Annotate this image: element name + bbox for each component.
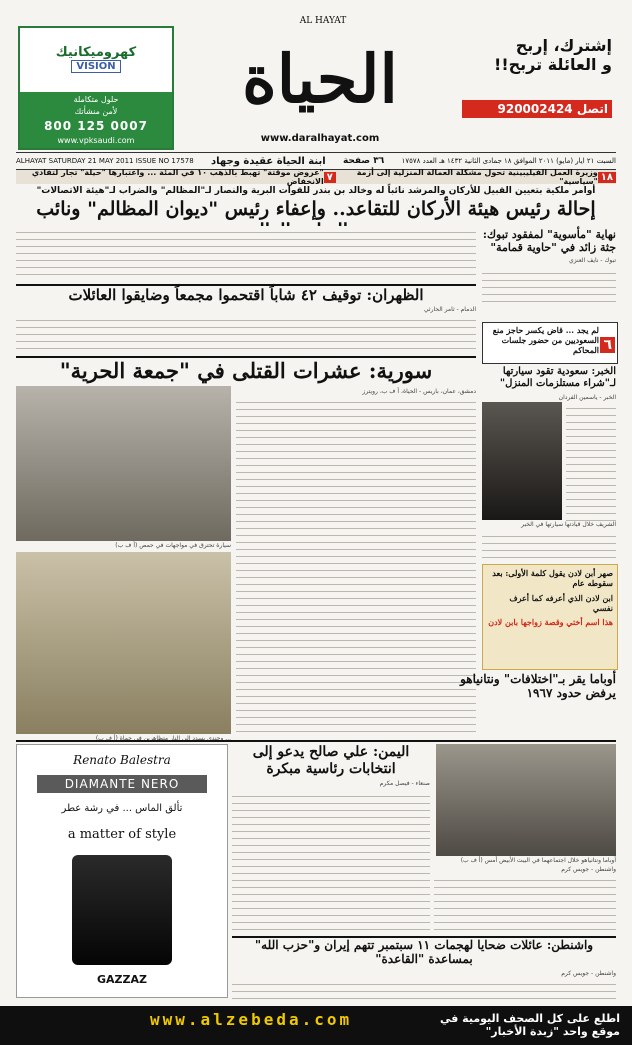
footer-tagline: اطلع على كل الصحف اليومية في موقع واحد "زبدة الأخبار" [440,1012,620,1038]
khobar-headline[interactable]: الخبر: سعودية تقود سيارتها لـ"شراء مستلزمات المنزل" [499,366,616,389]
perfume-bottle [72,855,172,965]
tabuk-byline: تبوك - نايف العنزي [569,257,616,264]
syria-byline: دمشق، عمان، باريس - الحياة، أ ف ب، رويترز [362,388,476,395]
masthead-logo: الحياة [242,40,398,118]
khobar-body-2 [482,530,616,560]
obama-photo[interactable] [436,744,616,856]
subscribe-phone: 920002424 [497,102,573,116]
quote-page-number: ٦ [600,337,615,353]
divider [16,740,616,742]
syria-headline[interactable]: سورية: عشرات القتلى في "جمعة الحرية" [59,358,433,383]
dateline-arabic: السبت ٢١ ايار (مايو) ٢٠١١ الموافق ١٨ جمادى الثانية ١٤٣٢ هـ العدد ١٧٥٧٨ [401,157,616,165]
inset-line-2: ابن لادن الذي أعرفه كما أعرف نفسي [509,593,613,613]
website-url[interactable]: www.daralhayat.com [260,133,380,144]
ad-phone: 800 125 0007 [44,119,148,133]
ad-title: كهروميكانيك [55,45,137,60]
quote-headline: لم يجد ... قاض يكسر حاجز منع السعوديين من حضور جلسات المحاكم [492,325,599,355]
yemen-byline: صنعاء - فيصل مكرم [379,780,430,787]
ad-footer: GAZZAZ [97,973,147,986]
perfume-advertisement[interactable] [16,744,228,998]
khobar-body [566,402,616,522]
ad-tagline: حلول متكاملة [73,95,119,104]
teaser-number-1: ١٨ [598,172,616,183]
top-subheadline[interactable]: أوامر ملكية بتعيين القبيل للأركان والمرشد نائباً له وخالد بن بندر للقوات البرية والنصار لـ"المظالم" والضراب لـ"هيئة الاتصالات" [36,186,596,196]
syria-caption-2: ... وجندي يسدد إلى النار متظاهرين في حماة (أ ف ب) [95,735,231,742]
teaser-left[interactable]: وزيرة العمل الفيليبينية تحول مشكلة العمالة المنزلية إلى أزمة "سياسية" [356,168,598,186]
washington-body [232,978,616,1002]
ad-tagline: a matter of style [67,827,177,842]
yemen-headline[interactable]: اليمن: علي صالح يدعو إلى انتخابات رئاسية مبكرة [252,744,410,777]
ad-brand: Renato Balestra [73,753,171,767]
ad-sub: لأمن منشأتك [74,107,118,116]
obama-byline: واشنطن - جويس كرم [561,866,616,873]
tabuk-headline: نهاية "مأسوية" لمفقود تبوك: جثة زائد في "حاوية قمامة" [482,228,616,254]
advertisement-subscribe[interactable] [462,36,612,140]
teaser-right[interactable]: "عروض موقتة" تهبط بالذهب ١٠ في المئة ... واعتبارها "حيلة" تجار لتفادي الانخفاض [31,168,324,186]
teaser-number-2: ٧ [324,172,336,183]
ad-url: www.vpksaudi.com [57,136,135,145]
call-label: اتصل [576,102,608,116]
washington-headline[interactable]: واشنطن: عائلات ضحايا لهجمات ١١ سبتمبر تتهم إيران و"حزب الله" بمساعدة "القاعدة" [254,938,594,966]
tabuk-story[interactable] [482,228,616,318]
subscribe-phone-box [462,100,612,118]
main-headline[interactable]: إحالة رئيس هيئة الأركان للتقاعد.. وإعفاء رئيس "ديوان المظالم" ونائب [36,198,596,220]
dhahran-body [16,314,476,352]
khobar-byline: الخبر - ياسمين الفردان [558,394,616,401]
khobar-caption: الشريف خلال قيادتها سيارتها في الخبر [521,521,616,528]
washington-byline: واشنطن - جويس كرم [561,970,616,977]
subscribe-headline-2: و العائلة تربح!! [494,55,612,74]
inset-title: صهر أبن لادن يقول كلمة الأولى: بعد سقوطه عام [492,568,613,588]
subscribe-headline: إشترك، إربح [515,36,612,55]
quote-box[interactable] [482,322,618,364]
khobar-photo[interactable] [482,402,562,520]
yemen-body [232,790,430,932]
dateline-latin: ALHAYAT SATURDAY 21 MAY 2011 ISSUE NO 17578 [16,157,194,165]
teaser-ribbon [16,170,616,184]
footer-url[interactable]: www.alzebeda.com [150,1010,353,1029]
bin-laden-inset[interactable] [482,564,618,670]
ad-arabic: تألق الماس ... في رشة عطر [61,803,183,814]
syria-caption-1: سيارة تحترق في مواجهات في حمص (أ ف ب) [115,542,231,549]
inset-line-3: هذا اسم أختي وقصة زواجها بابن لادن [488,617,613,627]
dhahran-byline: الدمام - ثامر الحارثي [423,306,476,313]
page-count: ٣٦ صفحة [342,156,385,166]
obama-caption: أوباما ونتانياهو خلال اجتماعهما في البيت الأبيض أمس (أ ف ب) [460,857,616,864]
obama-headline[interactable]: أوباما يقر بـ"اختلافات" ونتانياهو يرفض حدود ١٩٦٧ [460,672,616,700]
dhahran-headline[interactable]: الظهران: توقيف ٤٢ شاباً اقتحموا مجمعاً وضايقوا العائلات [68,286,424,304]
ad-product: DIAMANTE NERO [37,775,207,793]
syria-photo-1[interactable] [16,386,231,541]
ad-brand: VISION [71,60,120,73]
main-headline-body [16,226,476,280]
masthead-latin: AL HAYAT [299,16,347,26]
advertisement-vision[interactable] [18,26,174,150]
syria-photo-2[interactable] [16,552,231,734]
slogan: ابنة الحياة عقيدة وجهاد [211,155,326,167]
obama-body [434,874,616,932]
